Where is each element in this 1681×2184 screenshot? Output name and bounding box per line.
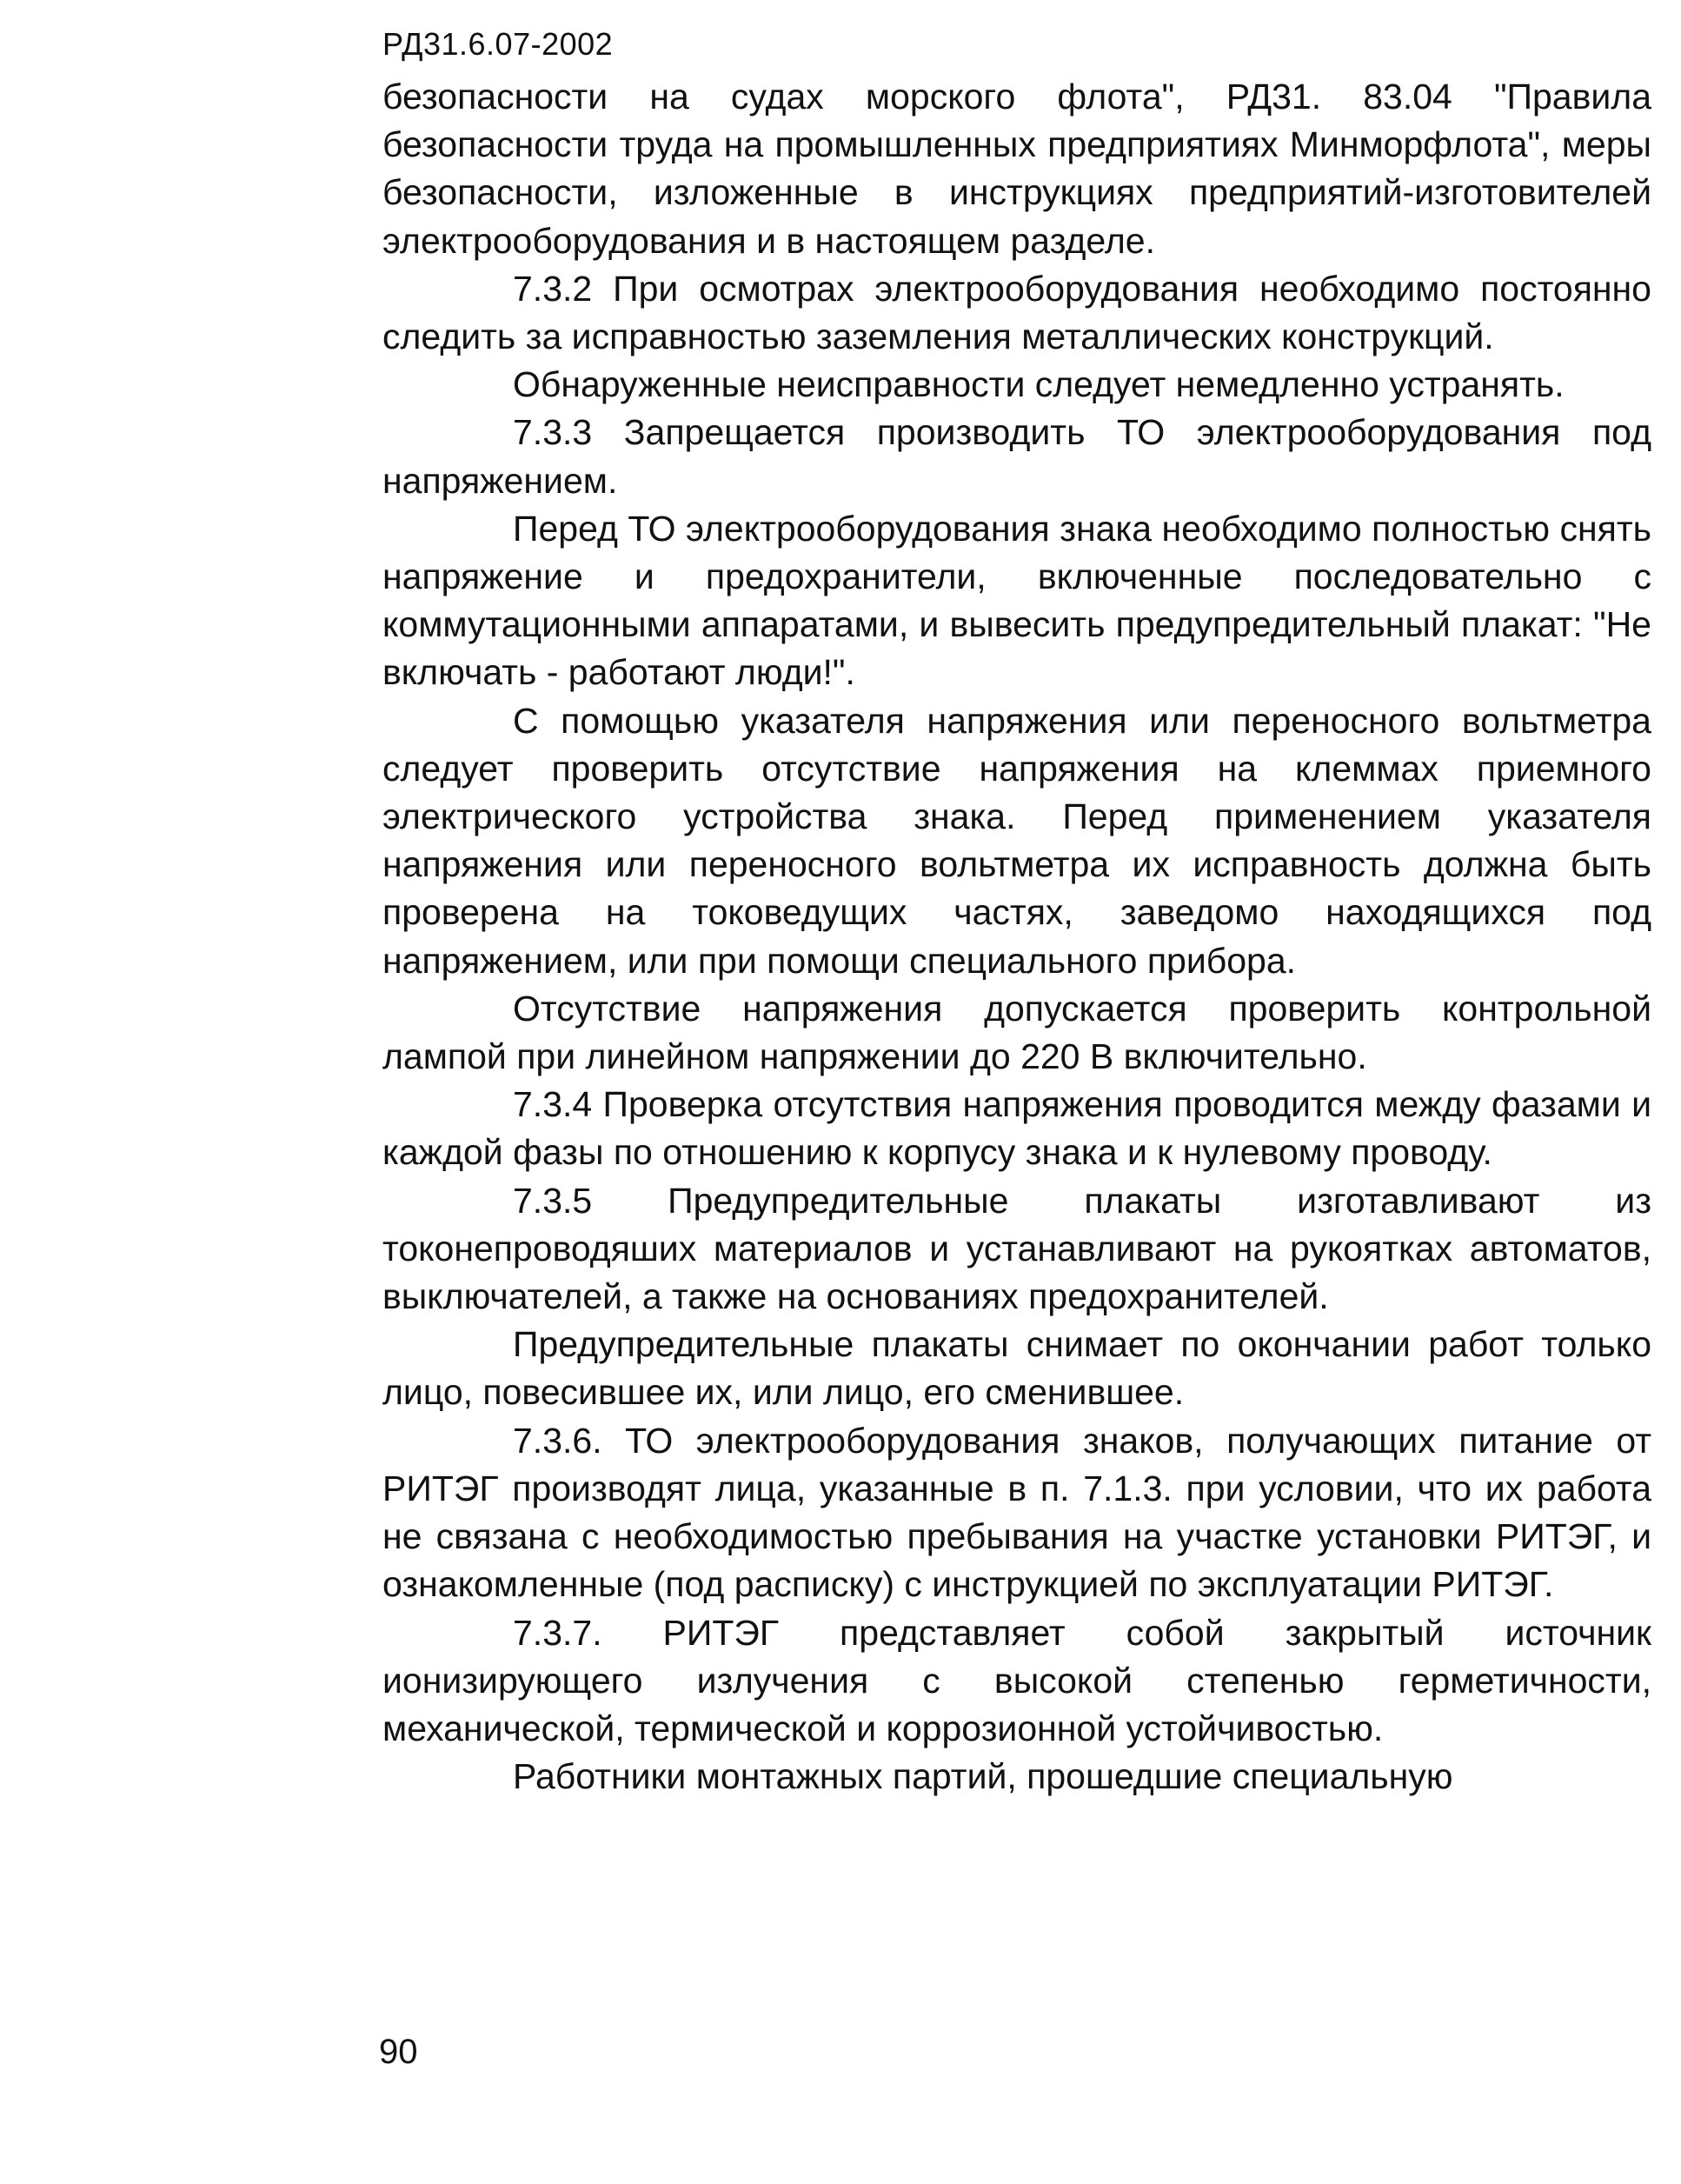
paragraph: безопасности на судах морского флота", РД31. 83.04 "Правила безопасности труда на промышленных предприятиях Минморфлота", меры безопасности, изложенные в инструкциях предприятий-изготовителей электрооборудования и в настоящем разделе. (382, 77, 1651, 261)
paragraph: 7.3.4 Проверка отсутствия напряжения проводится между фазами и каждой фазы по отношению к корпусу знака и к нулевому проводу. (382, 1084, 1651, 1173)
document-code: РД31.6.07-2002 (382, 26, 614, 62)
paragraph: 7.3.2 При осмотрах электрооборудования необходимо постоянно следить за исправностью заземления металлических конструкций. (382, 268, 1651, 357)
paragraph: Работники монтажных партий, прошедшие специальную (513, 1756, 1453, 1797)
paragraph: Обнаруженные неисправности следует немедленно устранять. (513, 364, 1565, 405)
paragraph: Предупредительные плакаты снимает по окончании работ только лицо, повесившее их, или лицо, его сменившее. (382, 1324, 1651, 1413)
paragraph: С помощью указателя напряжения или переносного вольтметра следует проверить отсутствие напряжения на клеммах приемного электрического устройства знака. Перед применением указателя напряжения или переносного вольтметра их исправность должна быть проверена на токоведущих частях, заведомо находящихся под напряжением, или при помощи специального прибора. (382, 700, 1651, 981)
paragraph: 7.3.6. ТО электрооборудования знаков, получающих питание от РИТЭГ производят лица, указанные в п. 7.1.3. при условии, что их работа не связана с необходимостью пребывания на участке установки РИТЭГ, и ознакомленные (под расписку) с инструкцией по эксплуатации РИТЭГ. (382, 1420, 1651, 1605)
paragraph: 7.3.5 Предупредительные плакаты изготавливают из токонепроводяших материалов и устанавливают на рукоятках автоматов, выключателей, а также на основаниях предохранителей. (382, 1180, 1651, 1317)
paragraph: Отсутствие напряжения допускается проверить контрольной лампой при линейном напряжении до 220 В включительно. (382, 988, 1651, 1077)
body-text (382, 73, 1651, 1801)
page-number: 90 (379, 2033, 418, 2071)
paragraph: 7.3.3 Запрещается производить ТО электрооборудования под напряжением. (382, 412, 1651, 501)
paragraph: Перед ТО электрооборудования знака необходимо полностью снять напряжение и предохранители, включенные последовательно с коммутационными аппаратами, и вывесить предупредительный плакат: "Не включать - работают люди!". (382, 508, 1651, 693)
paragraph: 7.3.7. РИТЭГ представляет собой закрытый источник ионизирующего излучения с высокой степенью герметичности, механической, термической и коррозионной устойчивостью. (382, 1612, 1651, 1748)
